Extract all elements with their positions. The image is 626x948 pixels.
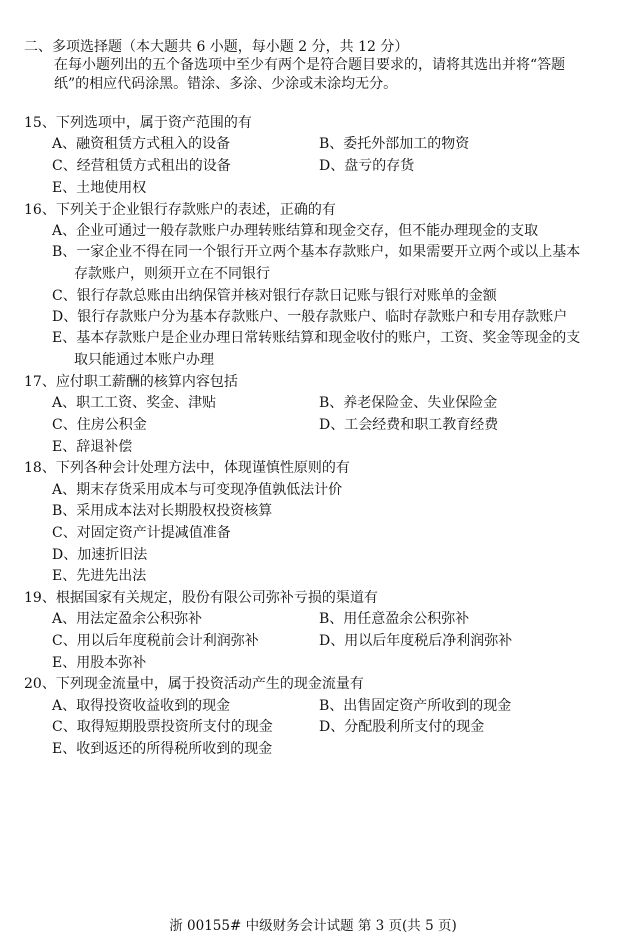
question-20-option-a: A、取得投资收益收到的现金 <box>52 698 231 714</box>
question-16-stem: 16、下列关于企业银行存款账户的表述，正确的有 <box>24 202 336 218</box>
question-15-option-e: E、土地使用权 <box>52 180 147 196</box>
question-18-option-a: A、期末存货采用成本与可变现净值孰低法计价 <box>52 482 343 498</box>
question-19-option-d: D、用以后年度税后净利润弥补 <box>319 633 513 649</box>
question-17-option-d: D、工会经费和职工教育经费 <box>319 417 499 433</box>
question-17-option-b: B、养老保险金、失业保险金 <box>319 395 498 411</box>
page-footer: 浙 00155# 中级财务会计试题 第 3 页(共 5 页) <box>169 918 457 934</box>
section-heading: 二、多项选择题（本大题共 6 小题，每小题 2 分，共 12 分） <box>24 39 409 55</box>
question-20-option-e: E、收到返还的所得税所收到的现金 <box>52 741 273 757</box>
question-16-option-c: C、银行存款总账由出纳保管并核对银行存款日记账与银行对账单的金额 <box>52 288 497 304</box>
question-17-option-a: A、职工工资、奖金、津贴 <box>52 395 217 411</box>
question-20-option-b: B、出售固定资产所收到的现金 <box>319 698 512 714</box>
question-16-option-b: B、一家企业不得在同一个银行开立两个基本存款账户，如果需要开立两个或以上基本 <box>52 244 581 260</box>
question-16-option-e-continued: 取只能通过本账户办理 <box>74 352 214 368</box>
question-19-option-c: C、用以后年度税前会计利润弥补 <box>52 633 259 649</box>
section-instruction: 在每小题列出的五个备选项中至少有两个是符合题目要求的，请将其选出并将“答题 <box>54 57 566 73</box>
question-16-option-b-continued: 存款账户，则须开立在不同银行 <box>74 266 270 282</box>
question-19-option-e: E、用股本弥补 <box>52 655 147 671</box>
question-15-option-c: C、经营租赁方式租出的设备 <box>52 158 231 174</box>
question-18-option-b: B、采用成本法对长期股权投资核算 <box>52 503 273 519</box>
question-16-option-a: A、企业可通过一般存款账户办理转账结算和现金交存，但不能办理现金的支取 <box>52 223 539 239</box>
question-16-option-e: E、基本存款账户是企业办理日常转账结算和现金收付的账户，工资、奖金等现金的支 <box>52 330 581 346</box>
question-20-stem: 20、下列现金流量中，属于投资活动产生的现金流量有 <box>24 676 364 692</box>
question-19-stem: 19、根据国家有关规定，股份有限公司弥补亏损的渠道有 <box>24 590 378 606</box>
question-18-option-e: E、先进先出法 <box>52 568 147 584</box>
question-15-stem: 15、下列选项中，属于资产范围的有 <box>24 115 252 131</box>
question-20-option-c: C、取得短期股票投资所支付的现金 <box>52 719 273 735</box>
question-15-option-d: D、盘亏的存货 <box>319 158 415 174</box>
question-18-stem: 18、下列各种会计处理方法中，体现谨慎性原则的有 <box>24 460 350 476</box>
question-19-option-a: A、用法定盈余公积弥补 <box>52 611 203 627</box>
question-15-option-b: B、委托外部加工的物资 <box>319 136 470 152</box>
question-17-option-c: C、住房公积金 <box>52 417 147 433</box>
question-19-option-b: B、用任意盈余公积弥补 <box>319 611 470 627</box>
question-18-option-d: D、加速折旧法 <box>52 547 148 563</box>
question-17-option-e: E、辞退补偿 <box>52 439 133 455</box>
section-instruction: 纸”的相应代码涂黑。错涂、多涂、少涂或未涂均无分。 <box>54 76 398 92</box>
question-17-stem: 17、应付职工薪酬的核算内容包括 <box>24 374 238 390</box>
question-16-option-d: D、银行存款账户分为基本存款账户、一般存款账户、临时存款账户和专用存款账户 <box>52 309 568 325</box>
question-18-option-c: C、对固定资产计提减值准备 <box>52 525 231 541</box>
question-15-option-a: A、融资租赁方式租入的设备 <box>52 136 231 152</box>
question-20-option-d: D、分配股利所支付的现金 <box>319 719 485 735</box>
